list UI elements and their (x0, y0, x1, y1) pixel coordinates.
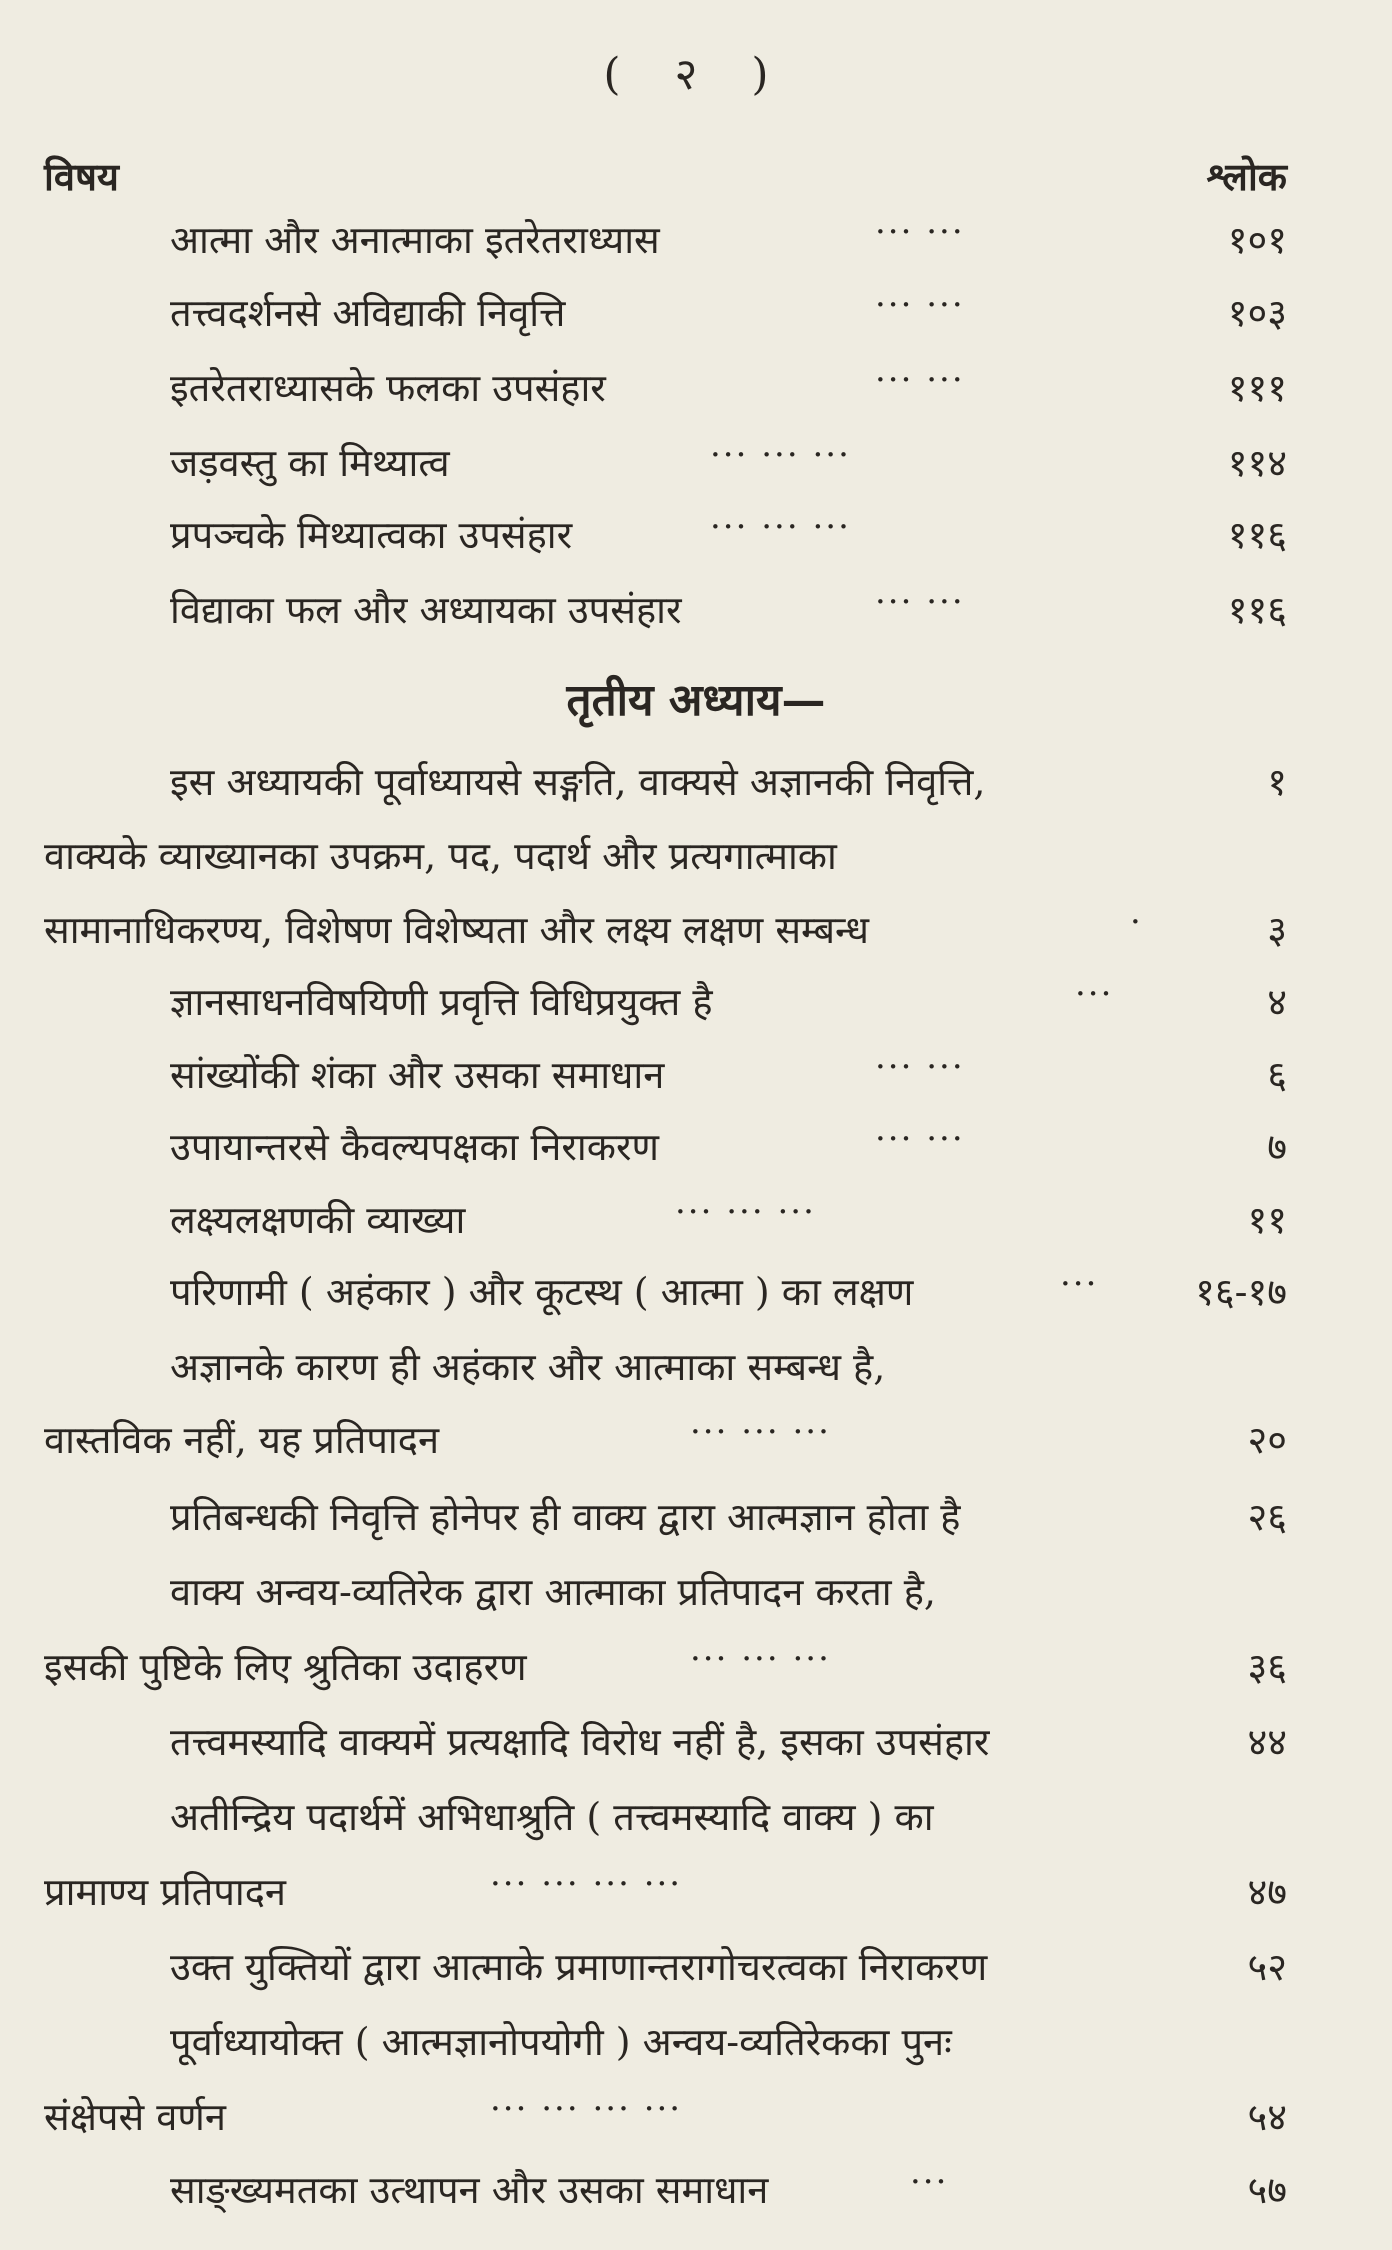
shloka-number: ५४ (1247, 2095, 1287, 2139)
shloka-number: १११ (1227, 366, 1287, 410)
leader-dots: ··· ··· (875, 212, 965, 252)
list-item (0, 752, 1392, 812)
shloka-number: ४ (1267, 980, 1287, 1024)
list-item (0, 580, 1392, 640)
shloka-number: २६ (1247, 1495, 1287, 1539)
item-text: जड़वस्तु का मिथ्यात्व (170, 441, 450, 485)
shloka-number: ४४ (1247, 1720, 1287, 1764)
item-text: अतीन्द्रिय पदार्थमें अभिधाश्रुति ( तत्त्वमस्यादि वाक्य ) का (170, 1795, 934, 1839)
list-item (0, 2012, 1392, 2072)
item-text: इतरेतराध्यासके फलका उपसंहार (170, 366, 606, 410)
leader-dots: ··· ··· (875, 1119, 965, 1159)
leader-dots: ··· ··· ··· (710, 435, 851, 475)
item-text: संक्षेपसे वर्णन (44, 2095, 226, 2139)
shloka-number: ३ (1267, 908, 1287, 952)
leader-dots: ··· ··· (875, 360, 965, 400)
subject-column-header: विषय (44, 154, 119, 199)
shloka-number: १ (1267, 760, 1287, 804)
page-number: ( २ ) (603, 49, 789, 100)
leader-dots: ··· (1075, 974, 1114, 1014)
list-item (0, 1117, 1392, 1177)
list-item (0, 505, 1392, 565)
item-text: उक्त युक्तियों द्वारा आत्माके प्रमाणान्तरागोचरत्वका निराकरण (170, 1945, 988, 1989)
leader-dots: ··· (1060, 1264, 1099, 1304)
item-text: अज्ञानके कारण ही अहंकार और आत्माका सम्बन्ध है, (170, 1345, 886, 1389)
item-text: वास्तविक नहीं, यह प्रतिपादन (44, 1418, 440, 1462)
list-item (0, 1562, 1392, 1622)
list-item (0, 1712, 1392, 1772)
list-item (0, 1337, 1392, 1397)
leader-dots: ··· ··· (875, 285, 965, 325)
item-text: पूर्वाध्यायोक्त ( आत्मज्ञानोपयोगी ) अन्वय-व्यतिरेकका पुनः (170, 2020, 952, 2064)
item-text: प्रतिबन्धकी निवृत्ति होनेपर ही वाक्य द्वारा आत्मज्ञान होता है (170, 1495, 961, 1539)
section-title: तृतीय अध्याय— (566, 675, 826, 726)
item-text: वाक्य अन्वय-व्यतिरेक द्वारा आत्माका प्रतिपादन करता है, (170, 1570, 936, 1614)
list-item (0, 1262, 1392, 1322)
shloka-number: २० (1247, 1418, 1287, 1462)
leader-dots: ··· (910, 2162, 949, 2202)
list-item (0, 826, 1392, 886)
shloka-number: १०३ (1227, 291, 1287, 335)
list-item (0, 433, 1392, 493)
item-text: इसकी पुष्टिके लिए श्रुतिका उदाहरण (44, 1645, 527, 1689)
shloka-number: ५२ (1247, 1945, 1287, 1989)
shloka-number: ११४ (1227, 441, 1287, 485)
list-item (0, 1787, 1392, 1847)
leader-dots: ··· ··· (875, 582, 965, 622)
list-item (0, 358, 1392, 418)
list-item (0, 1410, 1392, 1470)
leader-dots: ··· ··· ··· ··· (490, 1864, 683, 1904)
item-text: सामानाधिकरण्य, विशेषण विशेष्यता और लक्ष्य लक्षण सम्बन्ध (44, 908, 869, 952)
list-item (0, 283, 1392, 343)
item-text: तत्त्वमस्यादि वाक्यमें प्रत्यक्षादि विरोध नहीं है, इसका उपसंहार (170, 1720, 990, 1764)
item-text: इस अध्यायकी पूर्वाध्यायसे सङ्गति, वाक्यसे अज्ञानकी निवृत्ति, (170, 760, 986, 804)
leader-dots: ··· ··· ··· (690, 1412, 831, 1452)
leader-dots: ··· ··· ··· (690, 1639, 831, 1679)
item-text: ज्ञानसाधनविषयिणी प्रवृत्ति विधिप्रयुक्त है (170, 980, 713, 1024)
shloka-number: १६-१७ (1195, 1270, 1287, 1314)
item-text: आत्मा और अनात्माका इतरेतराध्यास (170, 218, 660, 262)
item-text: साङ्ख्यमतका उत्थापन और उसका समाधान (170, 2168, 769, 2212)
shloka-number: ३६ (1247, 1645, 1287, 1689)
shloka-number: ११६ (1227, 588, 1287, 632)
list-item (0, 1862, 1392, 1922)
list-item (0, 210, 1392, 270)
item-text: विद्याका फल और अध्यायका उपसंहार (170, 588, 682, 632)
item-text: तत्त्वदर्शनसे अविद्याकी निवृत्ति (170, 291, 566, 335)
shloka-number: ६ (1267, 1053, 1287, 1097)
list-item (0, 972, 1392, 1032)
leader-dots: ··· ··· ··· ··· (490, 2089, 683, 2129)
list-item (0, 1487, 1392, 1547)
shloka-number: ११६ (1227, 513, 1287, 557)
item-text: सांख्योंकी शंका और उसका समाधान (170, 1053, 665, 1097)
list-item (0, 1637, 1392, 1697)
item-text: लक्ष्यलक्षणकी व्याख्या (170, 1198, 466, 1242)
item-text: प्रपञ्चके मिथ्यात्वका उपसंहार (170, 513, 573, 557)
leader-dots: ··· ··· ··· (710, 507, 851, 547)
list-item (0, 2087, 1392, 2147)
item-text: परिणामी ( अहंकार ) और कूटस्थ ( आत्मा ) का लक्षण (170, 1270, 914, 1314)
list-item (0, 1190, 1392, 1250)
item-text: उपायान्तरसे कैवल्यपक्षका निराकरण (170, 1125, 659, 1169)
shloka-number: ४७ (1247, 1870, 1287, 1914)
list-item (0, 2160, 1392, 2220)
leader-dots: ··· ··· (875, 1047, 965, 1087)
shloka-column-header: श्लोक (1206, 154, 1287, 199)
list-item (0, 1045, 1392, 1105)
shloka-number: १०१ (1227, 218, 1287, 262)
leader-dots: · (1130, 902, 1143, 942)
shloka-number: ११ (1247, 1198, 1287, 1242)
list-item (0, 1937, 1392, 1997)
item-text: वाक्यके व्याख्यानका उपक्रम, पद, पदार्थ और प्रत्यगात्माका (44, 834, 837, 878)
leader-dots: ··· ··· ··· (675, 1192, 816, 1232)
shloka-number: ७ (1267, 1125, 1287, 1169)
list-item (0, 900, 1392, 960)
item-text: प्रामाण्य प्रतिपादन (44, 1870, 287, 1914)
shloka-number: ५७ (1247, 2168, 1287, 2212)
